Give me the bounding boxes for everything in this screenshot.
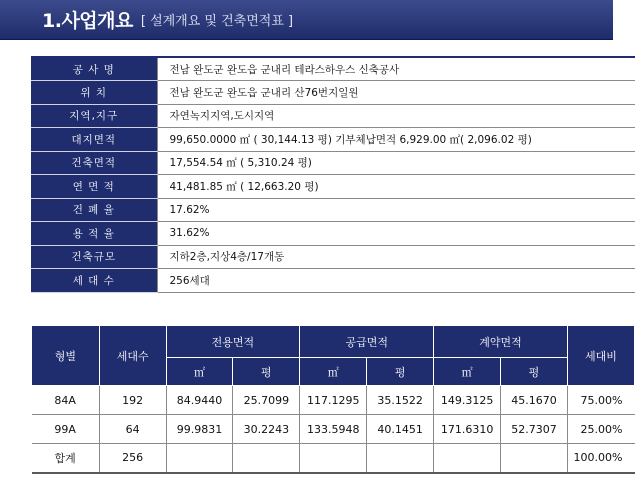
cell-type: 99A	[32, 415, 100, 444]
cell-su-py: 35.1522	[367, 386, 434, 415]
table-row	[32, 386, 635, 415]
overview-label: 건축규모	[31, 245, 157, 269]
header-contract-area: 계약면적	[434, 326, 568, 358]
cell-su-py: 40.1451	[367, 415, 434, 444]
overview-label: 연 면 적	[31, 175, 157, 199]
header-units: 세대수	[99, 326, 166, 386]
header-supply-area: 공급면적	[300, 326, 434, 358]
cell-ex-sqm: 84.9440	[166, 386, 233, 415]
cell-units: 192	[99, 386, 166, 415]
header-exclusive-pyeong: 평	[233, 358, 300, 386]
overview-value: 256세대	[157, 269, 635, 293]
overview-row	[31, 175, 635, 199]
overview-label: 용 적 율	[31, 222, 157, 246]
cell-su-sqm	[300, 444, 367, 473]
table-row	[32, 415, 635, 444]
cell-co-sqm	[434, 444, 501, 473]
cell-co-sqm: 149.3125	[434, 386, 501, 415]
overview-row	[31, 245, 635, 269]
overview-label: 지역,지구	[31, 104, 157, 128]
overview-label: 건축면적	[31, 151, 157, 175]
header-exclusive-area: 전용면적	[166, 326, 300, 358]
cell-su-sqm: 133.5948	[300, 415, 367, 444]
cell-ex-py: 30.2243	[233, 415, 300, 444]
cell-ratio: 75.00%	[567, 386, 634, 415]
overview-row	[31, 198, 635, 222]
header-supply-sqm: ㎡	[300, 358, 367, 386]
area-table	[31, 325, 635, 474]
title-bar	[0, 0, 613, 40]
page-subtitle: [ 설계개요 및 건축면적표 ]	[140, 14, 294, 29]
overview-row	[31, 222, 635, 246]
cell-ex-sqm	[166, 444, 233, 473]
cell-ratio: 100.00%	[567, 444, 634, 473]
header-type: 형별	[32, 326, 100, 386]
cell-ex-py	[233, 444, 300, 473]
cell-type: 84A	[32, 386, 100, 415]
cell-ex-sqm: 99.9831	[166, 415, 233, 444]
overview-label: 위 치	[31, 81, 157, 105]
overview-row	[31, 104, 635, 128]
overview-value: 17.62%	[157, 198, 635, 222]
overview-row	[31, 128, 635, 152]
overview-row	[31, 57, 635, 81]
cell-su-sqm: 117.1295	[300, 386, 367, 415]
overview-value: 99,650.0000 ㎡ ( 30,144.13 평) 기부체납면적 6,929.00 ㎡( 2,096.02 평)	[157, 128, 635, 152]
cell-ex-py: 25.7099	[233, 386, 300, 415]
overview-value: 자연녹지지역,도시지역	[157, 104, 635, 128]
cell-ratio: 25.00%	[567, 415, 634, 444]
overview-label: 세 대 수	[31, 269, 157, 293]
cell-co-py: 45.1670	[501, 386, 568, 415]
table-row	[32, 444, 635, 473]
cell-co-py: 52.7307	[501, 415, 568, 444]
overview-value: 지하2층,지상4층/17개동	[157, 245, 635, 269]
cell-units: 64	[99, 415, 166, 444]
overview-value: 전남 완도군 완도읍 군내리 산76번지일원	[157, 81, 635, 105]
header-exclusive-sqm: ㎡	[166, 358, 233, 386]
cell-su-py	[367, 444, 434, 473]
overview-table	[31, 56, 635, 293]
overview-label: 건 폐 율	[31, 198, 157, 222]
overview-row	[31, 151, 635, 175]
cell-co-sqm: 171.6310	[434, 415, 501, 444]
cell-type: 합계	[32, 444, 100, 473]
header-ratio: 세대비	[567, 326, 634, 386]
overview-row	[31, 269, 635, 293]
overview-value: 41,481.85 ㎡ ( 12,663.20 평)	[157, 175, 635, 199]
header-contract-pyeong: 평	[501, 358, 568, 386]
header-contract-sqm: ㎡	[434, 358, 501, 386]
cell-co-py	[501, 444, 568, 473]
header-supply-pyeong: 평	[367, 358, 434, 386]
overview-value: 31.62%	[157, 222, 635, 246]
overview-value: 전남 완도군 완도읍 군내리 테라스하우스 신축공사	[157, 57, 635, 81]
overview-label: 대지면적	[31, 128, 157, 152]
cell-units: 256	[99, 444, 166, 473]
overview-row	[31, 81, 635, 105]
overview-value: 17,554.54 ㎡ ( 5,310.24 평)	[157, 151, 635, 175]
overview-label: 공 사 명	[31, 57, 157, 81]
page-title: 1.사업개요	[42, 10, 133, 32]
